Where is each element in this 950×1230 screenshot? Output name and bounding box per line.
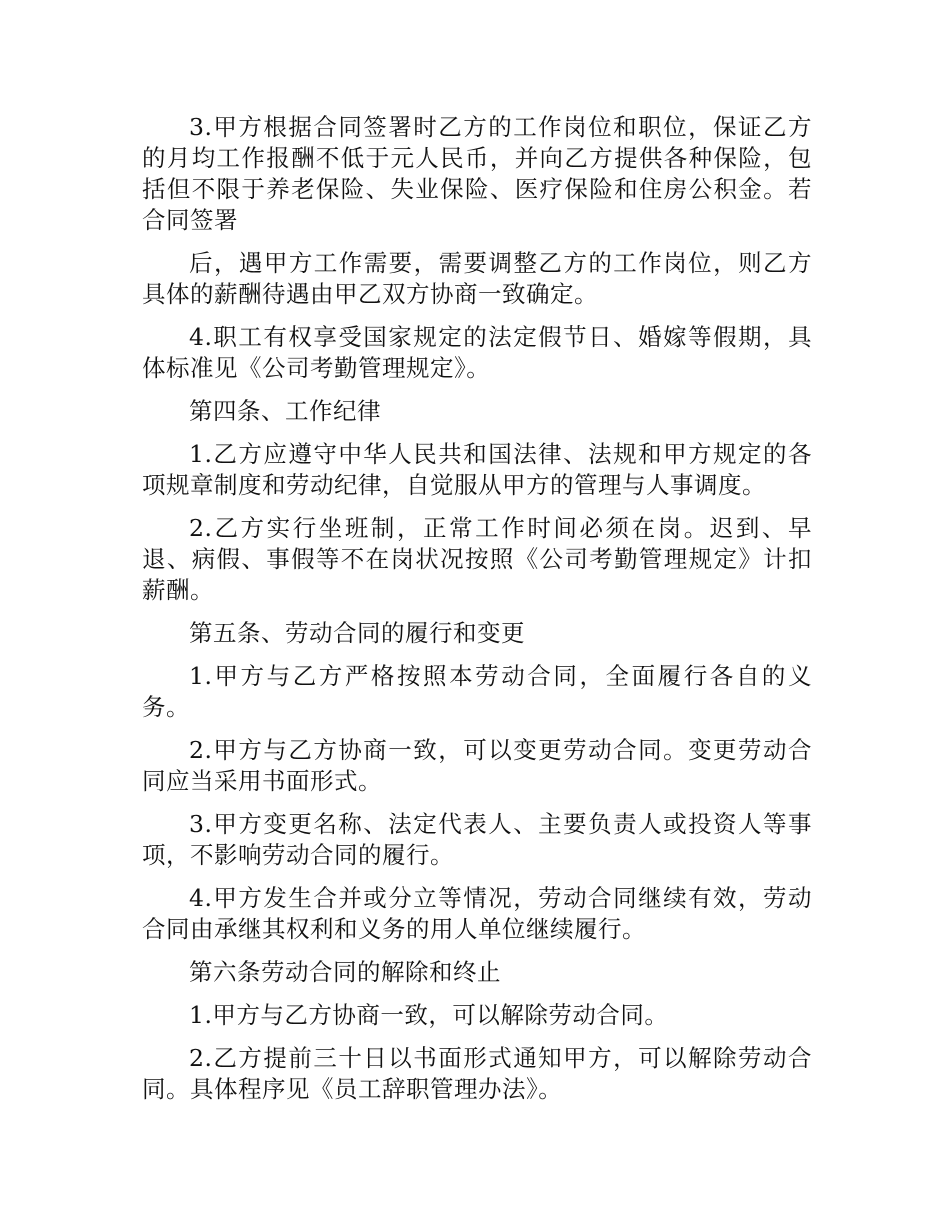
heading-article-6: 第六条劳动合同的解除和终止 bbox=[189, 958, 501, 986]
paragraph-discipline-laws: 1.乙方应遵守中华人民共和国法律、法规和甲方规定的各项规章制度和劳动纪律，自觉服从甲方的管理与人事调度。 bbox=[142, 440, 812, 499]
paragraph-salary-adjustment: 后，遇甲方工作需要，需要调整乙方的工作岗位，则乙方具体的薪酬待遇由甲乙双方协商一致确定。 bbox=[142, 249, 812, 308]
paragraph-resignation-notice: 2.乙方提前三十日以书面形式通知甲方，可以解除劳动合同。具体程序见《员工辞职管理办法》。 bbox=[142, 1044, 812, 1103]
paragraph-name-change: 3.甲方变更名称、法定代表人、主要负责人或投资人等事项，不影响劳动合同的履行。 bbox=[142, 810, 812, 869]
paragraph-performance: 1.甲方与乙方严格按照本劳动合同，全面履行各自的义务。 bbox=[142, 662, 812, 721]
heading-article-5: 第五条、劳动合同的履行和变更 bbox=[189, 619, 525, 647]
paragraph-mutual-termination: 1.甲方与乙方协商一致，可以解除劳动合同。 bbox=[189, 1001, 669, 1029]
document-body bbox=[142, 112, 812, 1117]
paragraph-office-hours: 2.乙方实行坐班制，正常工作时间必须在岗。迟到、早退、病假、事假等不在岗状况按照《公司考勤管理规定》计扣薪酬。 bbox=[142, 514, 812, 604]
heading-article-4: 第四条、工作纪律 bbox=[189, 397, 381, 425]
paragraph-salary-insurance: 3.甲方根据合同签署时乙方的工作岗位和职位，保证乙方的月均工作报酬不低于元人民币，并向乙方提供各种保险，包括但不限于养老保险、失业保险、医疗保险和住房公积金。若合同签署 bbox=[142, 113, 812, 234]
paragraph-change-agreement: 2.甲方与乙方协商一致，可以变更劳动合同。变更劳动合同应当采用书面形式。 bbox=[142, 736, 812, 795]
paragraph-merger: 4.甲方发生合并或分立等情况，劳动合同继续有效，劳动合同由承继其权利和义务的用人单位继续履行。 bbox=[142, 884, 812, 943]
paragraph-holidays: 4.职工有权享受国家规定的法定假节日、婚嫁等假期，具体标准见《公司考勤管理规定》。 bbox=[142, 323, 812, 382]
